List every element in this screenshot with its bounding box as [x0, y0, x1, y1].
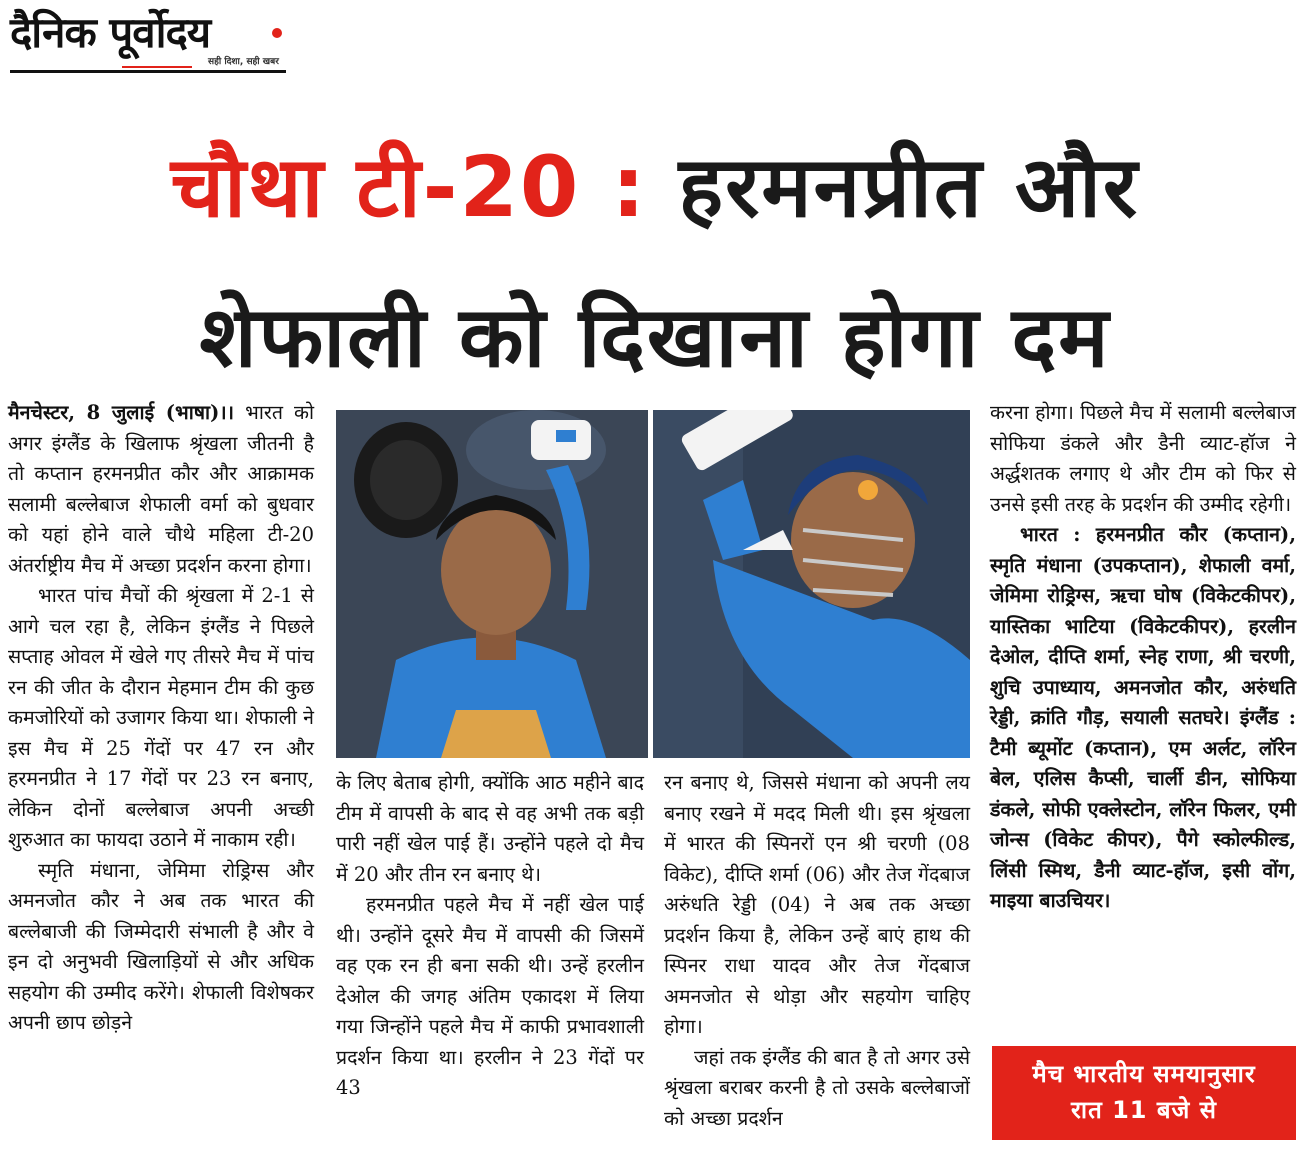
squad-list: भारत : हरमनप्रीत कौर (कप्तान), स्मृति मंधाना (उपकप्तान), शेफाली वर्मा, जेमिमा रोड्रिग्स, ऋचा घोष (विकेटकीपर), यास्तिका भाटिया (विकेटकीपर), हरलीन देओल, दीप्ति शर्मा, स्नेह राणा, श्री चरणी, शुचि उपाध्याय, अमनजोत कौर, अरुंधति रेड्डी, क्रांति गौड़, सयाली सतघरे। इंग्लैंड : टैमी ब्यूमोंट (कप्तान), एम अर्लट, लॉरेन बेल, एलिस कैप्सी, चार्ली डीन, सोफिया डंकले, सोफी एक्लेस्टोन, लॉरेन फिलर, एमी जोन्स (विकेट कीपर), पैगे स्कोल्फील्ड, लिंसी स्मिथ, डैनी व्याट-हॉज, इसी वोंग, माइया बाउचियर। — [990, 523, 1296, 912]
masthead-logo: दैनिक पूर्वोदय — [10, 8, 211, 57]
dateline: मैनचेस्टर, 8 जुलाई (भाषा)।। — [8, 401, 235, 424]
paragraph: के लिए बेताब होगी, क्योंकि आठ महीने बाद टीम में वापसी के बाद से वह अभी तक बड़ी पारी नहीं खेल पाई हैं। उन्होंने पहले दो मैच में 20 और तीन रन बनाए थे। — [336, 771, 644, 886]
paragraph: स्मृति मंधाना, जेमिमा रोड्रिग्स और अमनजोत कौर ने अब तक भारत की बल्लेबाजी की जिम्मेदारी संभाली है और वे इन दो अनुभवी खिलाड़ियों से और अधिक सहयोग की उम्मीद करेंगे। शेफाली विशेषकर अपनी छाप छोड़ने — [8, 858, 314, 1034]
paragraph: जहां तक इंग्लैंड की बात है तो अगर उसे श्रृंखला बराबर करनी है तो उसके बल्लेबाजों को अच्छा प्रदर्शन — [664, 1045, 970, 1130]
paragraph: रन बनाए थे, जिससे मंधाना को अपनी लय बनाए रखने में मदद मिली थी। इस श्रृंखला में भारत की स्पिनरों एन श्री चरणी (08 विकेट), दीप्ति शर्मा (06) और तेज गेंदबाज अरुंधति रेड्डी (04) ने अब तक अच्छा प्रदर्शन किया है, लेकिन उन्हें बाएं हाथ की स्पिनर राधा यादव और तेज गेंदबाज अमनजोत से थोड़ा और सहयोग चाहिए होगा। — [664, 771, 970, 1038]
article-column-2 — [336, 768, 644, 1104]
masthead-rule — [10, 70, 286, 73]
photo-harmanpreet — [336, 410, 648, 758]
match-time-box — [992, 1046, 1296, 1140]
logo-dot-icon — [272, 28, 282, 38]
headline-prefix: चौथा टी-20 : — [170, 138, 648, 236]
masthead — [10, 8, 286, 74]
photo-shafali — [653, 410, 970, 758]
match-time-line-2: रात 11 बजे से — [1071, 1096, 1217, 1124]
article-column-4 — [990, 398, 1296, 917]
paragraph: हरमनप्रीत पहले मैच में नहीं खेल पाई थी। उन्होंने दूसरे मैच में वापसी की जिसमें वह एक रन ही बना सकी थी। उन्हें हरलीन देओल की जगह अंतिम एकादश में लिया गया जिन्होंने पहले मैच में काफी प्रभावशाली प्रदर्शन किया था। हरलीन ने 23 गेंदों पर 43 — [336, 893, 644, 1099]
headline — [20, 112, 1290, 412]
dateline-paragraph — [8, 398, 314, 581]
headline-line-2: शेफाली को दिखाना होगा दम — [199, 288, 1111, 386]
player-2-illustration — [653, 410, 970, 758]
article-column-1 — [8, 398, 314, 1039]
article-column-3 — [664, 768, 970, 1134]
match-time-line-1: मैच भारतीय समयानुसार — [1032, 1060, 1256, 1088]
masthead-tagline: सही दिशा, सही खबर — [208, 57, 279, 67]
paragraph: भारत को अगर इंग्लैंड के खिलाफ श्रृंखला जीतनी है तो कप्तान हरमनप्रीत कौर और आक्रामक सलामी बल्लेबाज शेफाली वर्मा को बुधवार को यहां होने वाले चौथे महिला टी-20 अंतर्राष्ट्रीय मैच में अच्छा प्रदर्शन करना होगा। — [8, 401, 315, 577]
headline-line-1: हरमनप्रीत और — [678, 138, 1140, 236]
paragraph: भारत पांच मैचों की श्रृंखला में 2-1 से आगे चल रहा है, लेकिन इंग्लैंड ने पिछले सप्ताह ओवल में खेले गए तीसरे मैच में पांच रन की जीत के दौरान मेहमान टीम की कुछ कमजोरियों को उजागर किया था। शेफाली ने इस मैच में 25 गेंदों पर 47 रन और हरमनप्रीत ने 17 गेंदों पर 23 रन बनाए, लेकिन दोनों बल्लेबाज अपनी अच्छी शुरुआत का फायदा उठाने में नाकाम रही। — [8, 584, 314, 851]
masthead-accent-rule — [122, 66, 192, 68]
player-1-illustration — [336, 410, 648, 758]
paragraph: करना होगा। पिछले मैच में सलामी बल्लेबाज सोफिया डंकले और डैनी व्याट-हॉज ने अर्द्धशतक लगाए थे और टीम को फिर से उनसे इसी तरह के प्रदर्शन की उम्मीद रहेगी। — [990, 401, 1296, 516]
